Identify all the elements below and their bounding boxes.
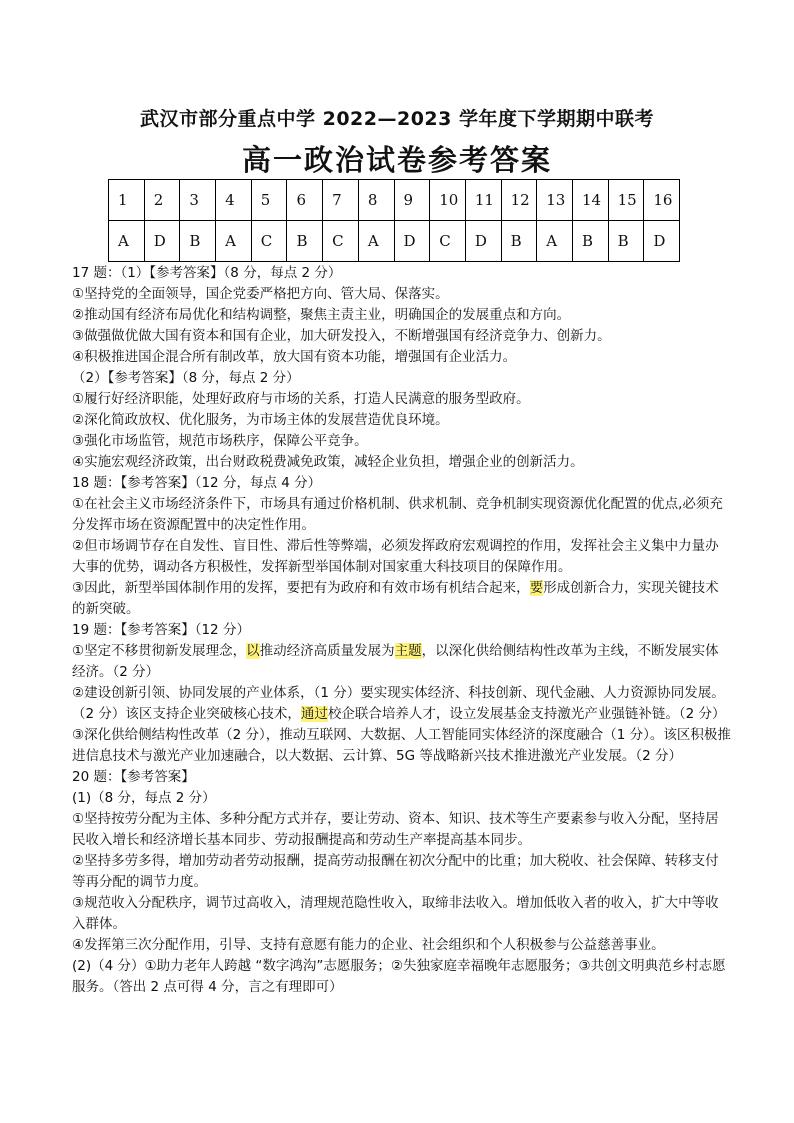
answer-body bbox=[72, 263, 732, 998]
q17b-point-3: ③强化市场监管，规范市场秩序，保障公平竞争。 bbox=[72, 433, 368, 449]
q20a-heading: (1)（8 分，每点 2 分） bbox=[72, 790, 216, 806]
q19-point-2 bbox=[72, 683, 732, 725]
q17b-point-1: ①履行好经济职能，处理好政府与市场的关系，打造人民满意的服务型政府。 bbox=[72, 391, 530, 407]
answer-letter: B bbox=[501, 221, 537, 262]
answer-letter: B bbox=[180, 221, 216, 262]
question-number: 9 bbox=[394, 180, 430, 221]
q18-point-1: ①在社会主义市场经济条件下，市场具有通过价格机制、供求机制、竞争机制实现资源优化配置的优点,必须充分发挥市场在资源配置中的决定性作用。 bbox=[72, 496, 723, 533]
answer-table bbox=[108, 179, 680, 262]
q19-point-1-text-c: ，以深化供给侧结构性改革为主线，不断发展实体经济。（2 分） bbox=[72, 643, 719, 680]
q20b-answer: (2)（4 分）①助力老年人跨越 “数字鸿沟”志愿服务；②失独家庭幸福晚年志愿服务；③共创文明典范乡村志愿服务。（答出 2 点可得 4 分，言之有理即可） bbox=[72, 958, 726, 995]
q20-point-1: ①坚持按劳分配为主体、多种分配方式并存，要让劳动、资本、知识、技术等生产要素参与收入分配，坚持居民收入增长和经济增长基本同步、劳动报酬提高和劳动生产率提高基本同步。 bbox=[72, 811, 719, 848]
exam-title: 武汉市部分重点中学 2022—2023 学年度下学期期中联考 bbox=[140, 108, 654, 130]
q17-heading: 17 题：（1）【参考答案】（8 分，每点 2 分） bbox=[72, 265, 342, 281]
question-number: 3 bbox=[180, 180, 216, 221]
question-number: 13 bbox=[537, 180, 573, 221]
answer-letter: A bbox=[537, 221, 573, 262]
q19-point-1 bbox=[72, 641, 732, 683]
q19-point-2-text-b: 校企联合培养人才，设立发展基金支持激光产业强链补链。（2 分） bbox=[327, 706, 726, 722]
question-number: 12 bbox=[501, 180, 537, 221]
q19-point-3: ③深化供给侧结构性改革（2 分），推动互联网、大数据、人工智能同实体经济的深度融合（1 分）。该区积极推进信息技术与激光产业加速融合，以大数据、云计算、5G 等战略新兴技术推进激光产业发展。（2 分） bbox=[72, 727, 731, 764]
question-number: 16 bbox=[644, 180, 680, 221]
q20-point-2: ②坚持多劳多得，增加劳动者劳动报酬，提高劳动报酬在初次分配中的比重；加大税收、社会保障、转移支付等再分配的调节力度。 bbox=[72, 853, 719, 890]
answer-letter: B bbox=[287, 221, 323, 262]
q18-point-2: ②但市场调节存在自发性、盲目性、滞后性等弊端，必须发挥政府宏观调控的作用，发挥社会主义集中力量办大事的优势，调动各方积极性，发挥新型举国体制对国家重大科技项目的保障作用。 bbox=[72, 538, 719, 575]
q19-heading: 19 题：【参考答案】（12 分） bbox=[72, 622, 250, 638]
answer-letter: D bbox=[394, 221, 430, 262]
answer-letter: B bbox=[608, 221, 644, 262]
q17b-point-4: ④实施宏观经济政策，出台财政税费减免政策，减轻企业负担，增强企业的创新活力。 bbox=[72, 454, 584, 470]
question-number: 11 bbox=[465, 180, 501, 221]
question-number-row bbox=[109, 180, 680, 221]
q19-point-1-text-a: ①坚定不移贯彻新发展理念， bbox=[72, 643, 247, 659]
question-number: 6 bbox=[287, 180, 323, 221]
q19-point-2-text-a: ②建设创新引领、协同发展的产业体系，（1 分）要实现实体经济、科技创新、现代金融、人力资源协同发展。（2 分）该区支持企业突破核心技术， bbox=[72, 685, 725, 722]
q17-point-1: ①坚持党的全面领导，国企党委严格把方向、管大局、保落实。 bbox=[72, 286, 449, 302]
answer-letter: A bbox=[109, 221, 145, 262]
question-number: 2 bbox=[144, 180, 180, 221]
question-number: 5 bbox=[251, 180, 287, 221]
q18-point-3 bbox=[72, 578, 732, 620]
q17-point-2: ②推动国有经济布局优化和结构调整，聚焦主责主业，明确国企的发展重点和方向。 bbox=[72, 307, 571, 323]
highlighted-text: 主题 bbox=[394, 643, 422, 659]
question-number: 8 bbox=[358, 180, 394, 221]
highlighted-text: 要 bbox=[529, 580, 544, 596]
q17b-heading: （2）【参考答案】（8 分，每点 2 分） bbox=[72, 370, 300, 386]
answer-letter: A bbox=[358, 221, 394, 262]
answer-letter: D bbox=[144, 221, 180, 262]
answer-letter: C bbox=[430, 221, 466, 262]
question-number: 14 bbox=[572, 180, 608, 221]
q18-point-3-text-b: 形成创新合力，实现关键技术的新突破。 bbox=[72, 580, 719, 617]
q18-heading: 18 题：【参考答案】（12 分，每点 4 分） bbox=[72, 475, 322, 491]
question-number: 4 bbox=[216, 180, 252, 221]
answer-letter: D bbox=[465, 221, 501, 262]
q18-point-3-text-a: ③因此，新型举国体制作用的发挥，要把有为政府和有效市场有机结合起来， bbox=[72, 580, 530, 596]
highlighted-text: 通过 bbox=[300, 706, 328, 722]
highlighted-text: 以 bbox=[246, 643, 260, 659]
q19-point-1-text-b: 推动经济高质量发展为 bbox=[259, 643, 395, 659]
answer-letter: D bbox=[644, 221, 680, 262]
answer-letter: A bbox=[216, 221, 252, 262]
question-number: 7 bbox=[323, 180, 359, 221]
document-title: 高一政治试卷参考答案 bbox=[241, 143, 552, 177]
q17-point-4: ④积极推进国企混合所有制改革，放大国有资本功能，增强国有企业活力。 bbox=[72, 349, 517, 365]
answer-letter: C bbox=[323, 221, 359, 262]
q17b-point-2: ②深化简政放权、优化服务，为市场主体的发展营造优良环境。 bbox=[72, 412, 449, 428]
answer-row bbox=[109, 221, 680, 262]
question-number: 10 bbox=[430, 180, 466, 221]
q20-heading: 20 题：【参考答案】 bbox=[72, 769, 195, 785]
q17-point-3: ③做强做优做大国有资本和国有企业，加大研发投入，不断增强国有经济竞争力、创新力。 bbox=[72, 328, 611, 344]
q20-point-4: ④发挥第三次分配作用，引导、支持有意愿有能力的企业、社会组织和个人积极参与公益慈善事业。 bbox=[72, 937, 665, 953]
answer-letter: C bbox=[251, 221, 287, 262]
question-number: 15 bbox=[608, 180, 644, 221]
answer-letter: B bbox=[572, 221, 608, 262]
q20-point-3: ③规范收入分配秩序，调节过高收入，清理规范隐性收入，取缔非法收入。增加低收入者的收入，扩大中等收入群体。 bbox=[72, 895, 719, 932]
question-number: 1 bbox=[109, 180, 145, 221]
